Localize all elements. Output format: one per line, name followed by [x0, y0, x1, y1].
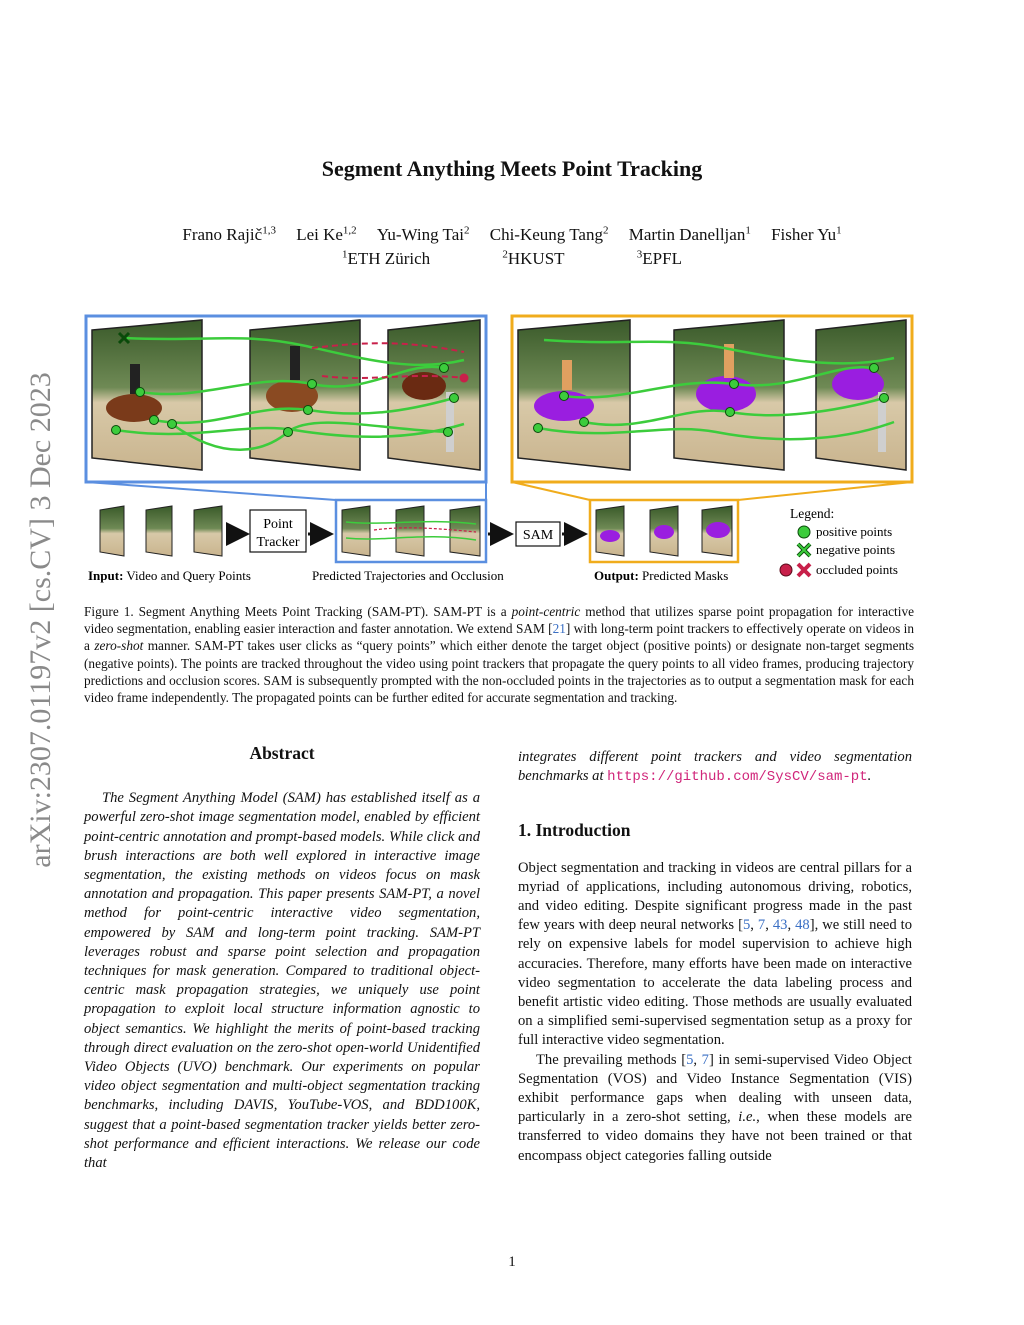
arxiv-stamp: arXiv:2307.01197v2 [cs.CV] 3 Dec 2023	[24, 372, 57, 868]
intro-heading: 1. Introduction	[518, 820, 631, 841]
author-list	[0, 224, 1024, 245]
legend-occluded-icon	[780, 564, 792, 576]
input-frame	[250, 320, 360, 470]
legend-occluded-label: occluded points	[816, 562, 898, 577]
legend-positive-icon	[798, 526, 810, 538]
author: Yu-Wing Tai$^2$	[376, 224, 470, 244]
legend-title: Legend:	[790, 506, 835, 521]
output-caption: Output: Predicted Masks	[594, 568, 729, 583]
left-column	[84, 744, 480, 1173]
paper-title: Segment Anything Meets Point Tracking	[321, 156, 703, 181]
intro-paragraph: The prevailing methods [5, 7] in semi-supervised Video Object Segmentation (VOS) and Video Instance Segmentation (VIS) exhibit performance gaps when dealing with unseen data, particularly in a zero-shot setting, i.e., when these models are transferred to video domains they have not been trained or that encompass object categories falling outside	[518, 1051, 912, 1164]
mask-frame	[816, 320, 906, 470]
legend-negative-label: negative points	[816, 542, 896, 557]
citation-link[interactable]: 5	[742, 917, 751, 934]
figure-caption: Figure 1. Segment Anything Meets Point Tracking (SAM-PT). SAM-PT is a point-centric method that utilizes sparse point propagation for interactive video segmentation, enabling easier interaction and faster annotation. We extend SAM [21] with long-term point trackers to effectively operate on videos in a zero-shot manner. SAM-PT takes user clicks as “query points” which either denote the target object (positive points) or designate non-target segments (negative points). The points are tracked throughout the video using point trackers that propagate the query points to all video frames, producing trajectory predictions and occlusion scores. SAM is subsequently prompted with the non-occluded points in the trajectories as to output a segmentation mask for each video frame independently. The propagated points can be further edited for accurate segmentation and tracking.	[84, 604, 914, 706]
citation-link[interactable]: 7	[701, 1051, 709, 1068]
code-url-link[interactable]: https://github.com/SysCV/sam-pt	[607, 769, 868, 786]
intro-paragraph: Object segmentation and tracking in videos are central pillars for a myriad of applications, including autonomous driving, robotics, and video editing. Despite significant progress made in the past few years with deep neural networks [5, 7, 43, 48], we still need to rely on expensive labels for model supervision to achieve high accuracies. Therefore, many efforts have been made on interactive video segmentation to accelerate the data labeling process and benefit artistic video editing. Those methods are usually evaluated on a simplified semi-supervised segmentation setup as a proxy for full interactive video segmentation.	[518, 859, 913, 1049]
author: Chi-Keung Tang$^2$	[489, 224, 609, 244]
author: Lei Ke$^{1,2}$	[296, 224, 357, 244]
affiliation: $^1$ETH Zürich	[342, 248, 431, 268]
author: Fisher Yu$^1$	[771, 224, 842, 244]
figure-label: Figure 1.	[84, 604, 134, 619]
right-column	[518, 748, 912, 1166]
affiliation-list	[0, 248, 1024, 269]
citation-link[interactable]: 7	[757, 917, 766, 934]
abstract-body: The Segment Anything Model (SAM) has established itself as a powerful zero-shot image segmentation model, enabled by efficient point-centric annotation and prompt-based models. While click and brush interactions are both well explored in interactive image segmentation, the existing methods on videos focus on mask annotation and propagation. This paper presents SAM-PT, a novel method for point-centric interactive video segmentation, empowered by SAM and long-term point tracking. SAM-PT leverages robust and sparse point selection and propagation techniques for mask generation. Compared to traditional object-centric mask propagation strategies, we uniquely use point propagation to exploit local structure information agnostic to object semantics. We highlight the merits of point-based tracking through direct evaluation on the zero-shot open-world Unidentified Video Objects (UVO) benchmark. Our experiments on popular video object segmentation and multi-object segmentation tracking benchmarks, including DAVIS, YouTube-VOS, and BDD100K, suggest that a point-based segmentation tracker yields better zero-shot performance and efficient interactions. We release our code that	[84, 790, 480, 1172]
point-tracker-label: Tracker	[256, 535, 300, 550]
affiliation: $^2$HKUST	[502, 248, 565, 268]
input-frame	[388, 320, 480, 470]
citation-link[interactable]: 48	[795, 917, 810, 934]
legend-occluded-cross-icon	[798, 564, 810, 576]
citation-link[interactable]: 43	[772, 917, 788, 934]
figure-1	[84, 312, 924, 592]
input-thumbnails	[100, 506, 222, 556]
affiliation: $^3$EPFL	[636, 248, 682, 268]
citation-link[interactable]: 21	[552, 621, 566, 637]
input-caption: Input: Video and Query Points	[88, 568, 251, 583]
page-number: 1	[508, 1254, 516, 1270]
legend-positive-label: positive points	[816, 524, 893, 539]
point-tracker-label: Point	[263, 517, 293, 532]
abstract-heading: Abstract	[249, 743, 315, 763]
sam-label: SAM	[522, 528, 554, 543]
occluded-point-marker	[460, 374, 469, 383]
input-frame	[92, 320, 202, 470]
middle-caption: Predicted Trajectories and Occlusion	[312, 568, 504, 583]
abstract-continuation: integrates different point trackers and video segmentation benchmarks at https://github.com/SysCV/sam-pt.	[518, 749, 912, 786]
author: Frano Rajič$^{1,3}$	[182, 224, 276, 244]
citation-link[interactable]: 5	[686, 1051, 694, 1068]
author: Martin Danelljan$^1$	[628, 224, 751, 244]
